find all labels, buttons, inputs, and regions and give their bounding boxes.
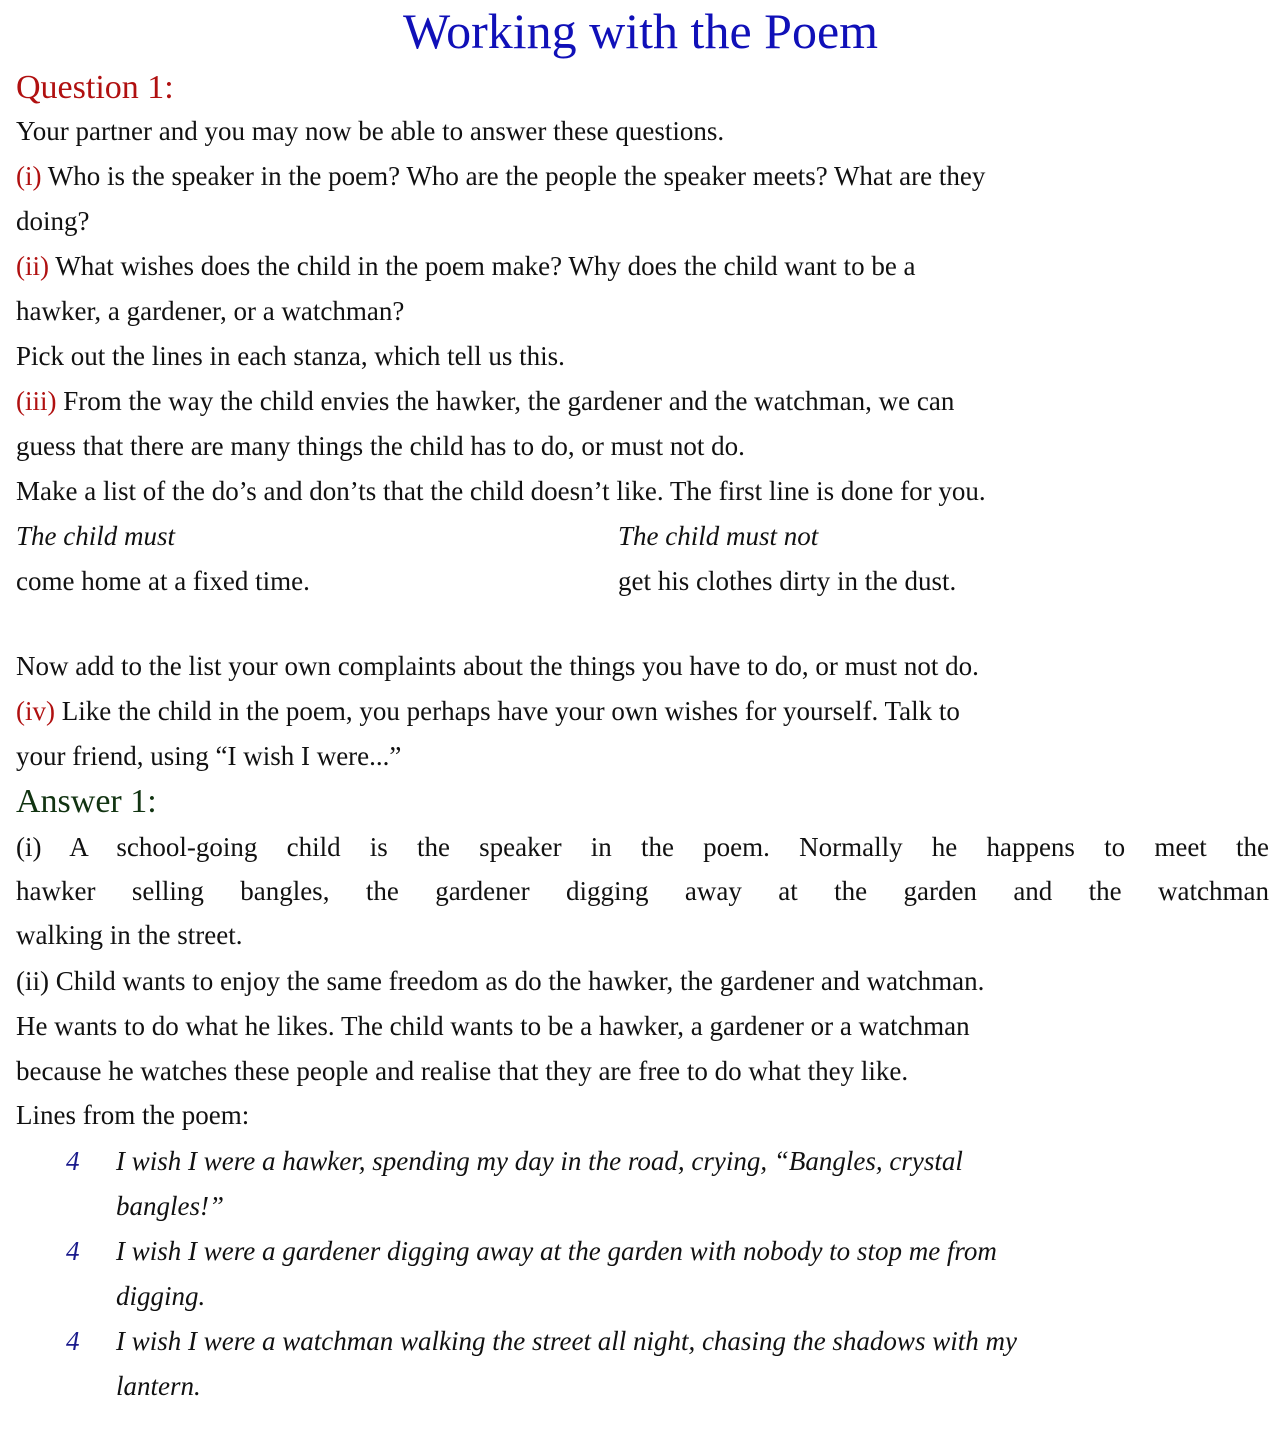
- answer-ii-line2: He wants to do what he likes. The child wants to be a hawker, a gardener or a watchman: [16, 1011, 970, 1041]
- question-ii-instruction: Pick out the lines in each stanza, which tell us this.: [16, 341, 565, 371]
- question-iii-cont: guess that there are many things the child has to do, or must not do.: [16, 431, 745, 461]
- question-iii-label: (iii): [16, 386, 57, 416]
- page-title: Working with the Poem: [402, 3, 879, 59]
- poem-line-watchman-cont: lantern.: [116, 1371, 201, 1401]
- poem-line-watchman: I wish I were a watchman walking the street all night, chasing the shadows with my: [116, 1326, 1017, 1356]
- question-i: [16, 158, 985, 194]
- question-heading: Question 1:: [16, 69, 174, 106]
- poem-line-gardener-cont: digging.: [116, 1281, 206, 1311]
- question-iii-complaints: Now add to the list your own complaints about the things you have to do, or must not do.: [16, 651, 979, 681]
- question-iv-cont: your friend, using “I wish I were...”: [16, 741, 402, 771]
- poem-line-gardener: I wish I were a gardener digging away at the garden with nobody to stop me from: [116, 1236, 997, 1266]
- question-ii-cont: hawker, a gardener, or a watchman?: [16, 296, 405, 326]
- question-i-text: Who is the speaker in the poem? Who are the people the speaker meets? What are they: [41, 161, 986, 191]
- answer-i-line1: (i) A school-going child is the speaker in the poem. Normally he happens to meet the: [16, 832, 1269, 862]
- table-header-must: The child must: [16, 521, 175, 551]
- question-iii: [16, 383, 954, 419]
- bullet-marker: 4: [66, 1236, 80, 1266]
- table-value-must: come home at a fixed time.: [16, 566, 310, 596]
- answer-i-line3: walking in the street.: [16, 920, 243, 950]
- question-iv-label: (iv): [16, 696, 55, 726]
- question-iv-text: Like the child in the poem, you perhaps have your own wishes for yourself. Talk to: [54, 696, 960, 726]
- table-header-must-not: The child must not: [618, 521, 819, 551]
- bullet-marker: 4: [66, 1326, 80, 1356]
- question-ii: [16, 248, 916, 284]
- question-iii-instruction: Make a list of the do’s and don’ts that the child doesn’t like. The first line is done for you.: [16, 476, 986, 506]
- question-i-label: (i): [16, 161, 42, 191]
- question-iii-text: From the way the child envies the hawker, the gardener and the watchman, we can: [56, 386, 955, 416]
- answer-ii-line3: because he watches these people and realise that they are free to do what they like.: [16, 1056, 909, 1086]
- question-ii-label: (ii): [16, 251, 49, 281]
- lines-label: Lines from the poem:: [16, 1100, 250, 1130]
- table-value-must-not: get his clothes dirty in the dust.: [618, 566, 957, 596]
- poem-line-hawker: I wish I were a hawker, spending my day in the road, crying, “Bangles, crystal: [116, 1146, 963, 1176]
- answer-heading: Answer 1:: [16, 783, 157, 820]
- question-ii-text: What wishes does the child in the poem make? Why does the child want to be a: [49, 251, 916, 281]
- question-intro: Your partner and you may now be able to answer these questions.: [16, 116, 725, 146]
- answer-ii-line1: (ii) Child wants to enjoy the same freedom as do the hawker, the gardener and watchman.: [16, 966, 985, 996]
- answer-i-line2: hawker selling bangles, the gardener digging away at the garden and the watchman: [16, 876, 1269, 906]
- poem-line-hawker-cont: bangles!”: [116, 1191, 224, 1221]
- question-iv: [16, 693, 960, 729]
- bullet-marker: 4: [66, 1146, 80, 1176]
- question-i-cont: doing?: [16, 206, 90, 236]
